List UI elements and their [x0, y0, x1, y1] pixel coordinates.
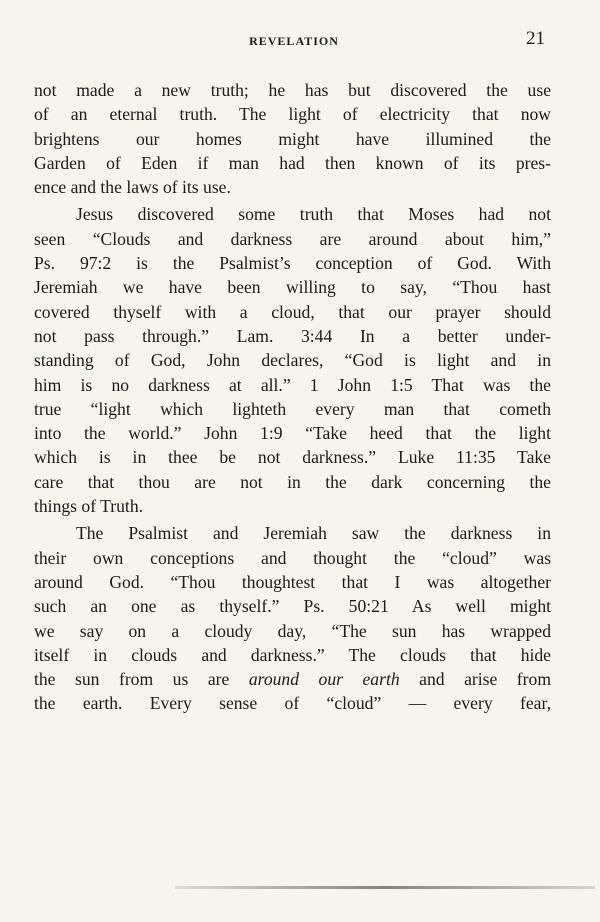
text-line: true “light which lighteth every man that cometh	[34, 398, 551, 419]
text-line: things of Truth.	[34, 496, 144, 517]
running-title: REVELATION	[249, 34, 339, 48]
text-line: seen “Clouds and darkness are around about him,”	[34, 228, 551, 249]
text-line: The Psalmist and Jeremiah saw the darkness in	[76, 523, 551, 544]
text-run: the sun from us are	[34, 669, 249, 690]
text-line: care that thou are not in the dark concerning the	[34, 471, 551, 492]
text-line	[34, 667, 551, 691]
text-line: not pass through.” Lam. 3:44 In a better under-	[34, 325, 551, 346]
text-line: into the world.” John 1:9 “Take heed that the light	[34, 423, 551, 444]
text-line: the earth. Every sense of “cloud” — every fear,	[34, 693, 551, 714]
text-line: Jeremiah we have been willing to say, “Thou hast	[34, 277, 551, 298]
text-line: standing of God, John declares, “God is light and in	[34, 350, 551, 371]
text-line: of an eternal truth. The light of electricity that now	[34, 104, 551, 125]
text-line: ence and the laws of its use.	[34, 177, 231, 198]
text-line: itself in clouds and darkness.” The clouds that hide	[34, 644, 551, 665]
text-line: Ps. 97:2 is the Psalmist’s conception of God. With	[34, 253, 551, 274]
text-line: Garden of Eden if man had then known of its pres-	[34, 152, 551, 173]
text-run: and arise from	[399, 669, 552, 690]
paragraph-1	[34, 78, 551, 199]
text-line: Jesus discovered some truth that Moses had not	[76, 204, 551, 225]
text-line: brightens our homes might have illumined the	[34, 128, 551, 149]
italic-phrase: around our earth	[248, 669, 400, 690]
text-line: around God. “Thou thoughtest that I was altogether	[34, 571, 551, 592]
text-line: such an one as thyself.” Ps. 50:21 As well might	[34, 596, 551, 617]
paragraph-3	[34, 521, 551, 715]
page-number: 21	[526, 28, 545, 49]
page-bottom-edge	[175, 886, 595, 889]
text-line: which is in thee be not darkness.” Luke 11:35 Take	[34, 447, 551, 468]
text-line: him is no darkness at all.” 1 John 1:5 That was the	[34, 374, 551, 395]
body-text	[34, 78, 551, 716]
text-line: not made a new truth; he has but discovered the use	[34, 80, 551, 100]
text-line: we say on a cloudy day, “The sun has wrapped	[34, 620, 551, 641]
paragraph-2	[34, 202, 551, 518]
text-line: their own conceptions and thought the “cloud” was	[34, 547, 551, 568]
text-line: covered thyself with a cloud, that our prayer should	[34, 301, 551, 322]
